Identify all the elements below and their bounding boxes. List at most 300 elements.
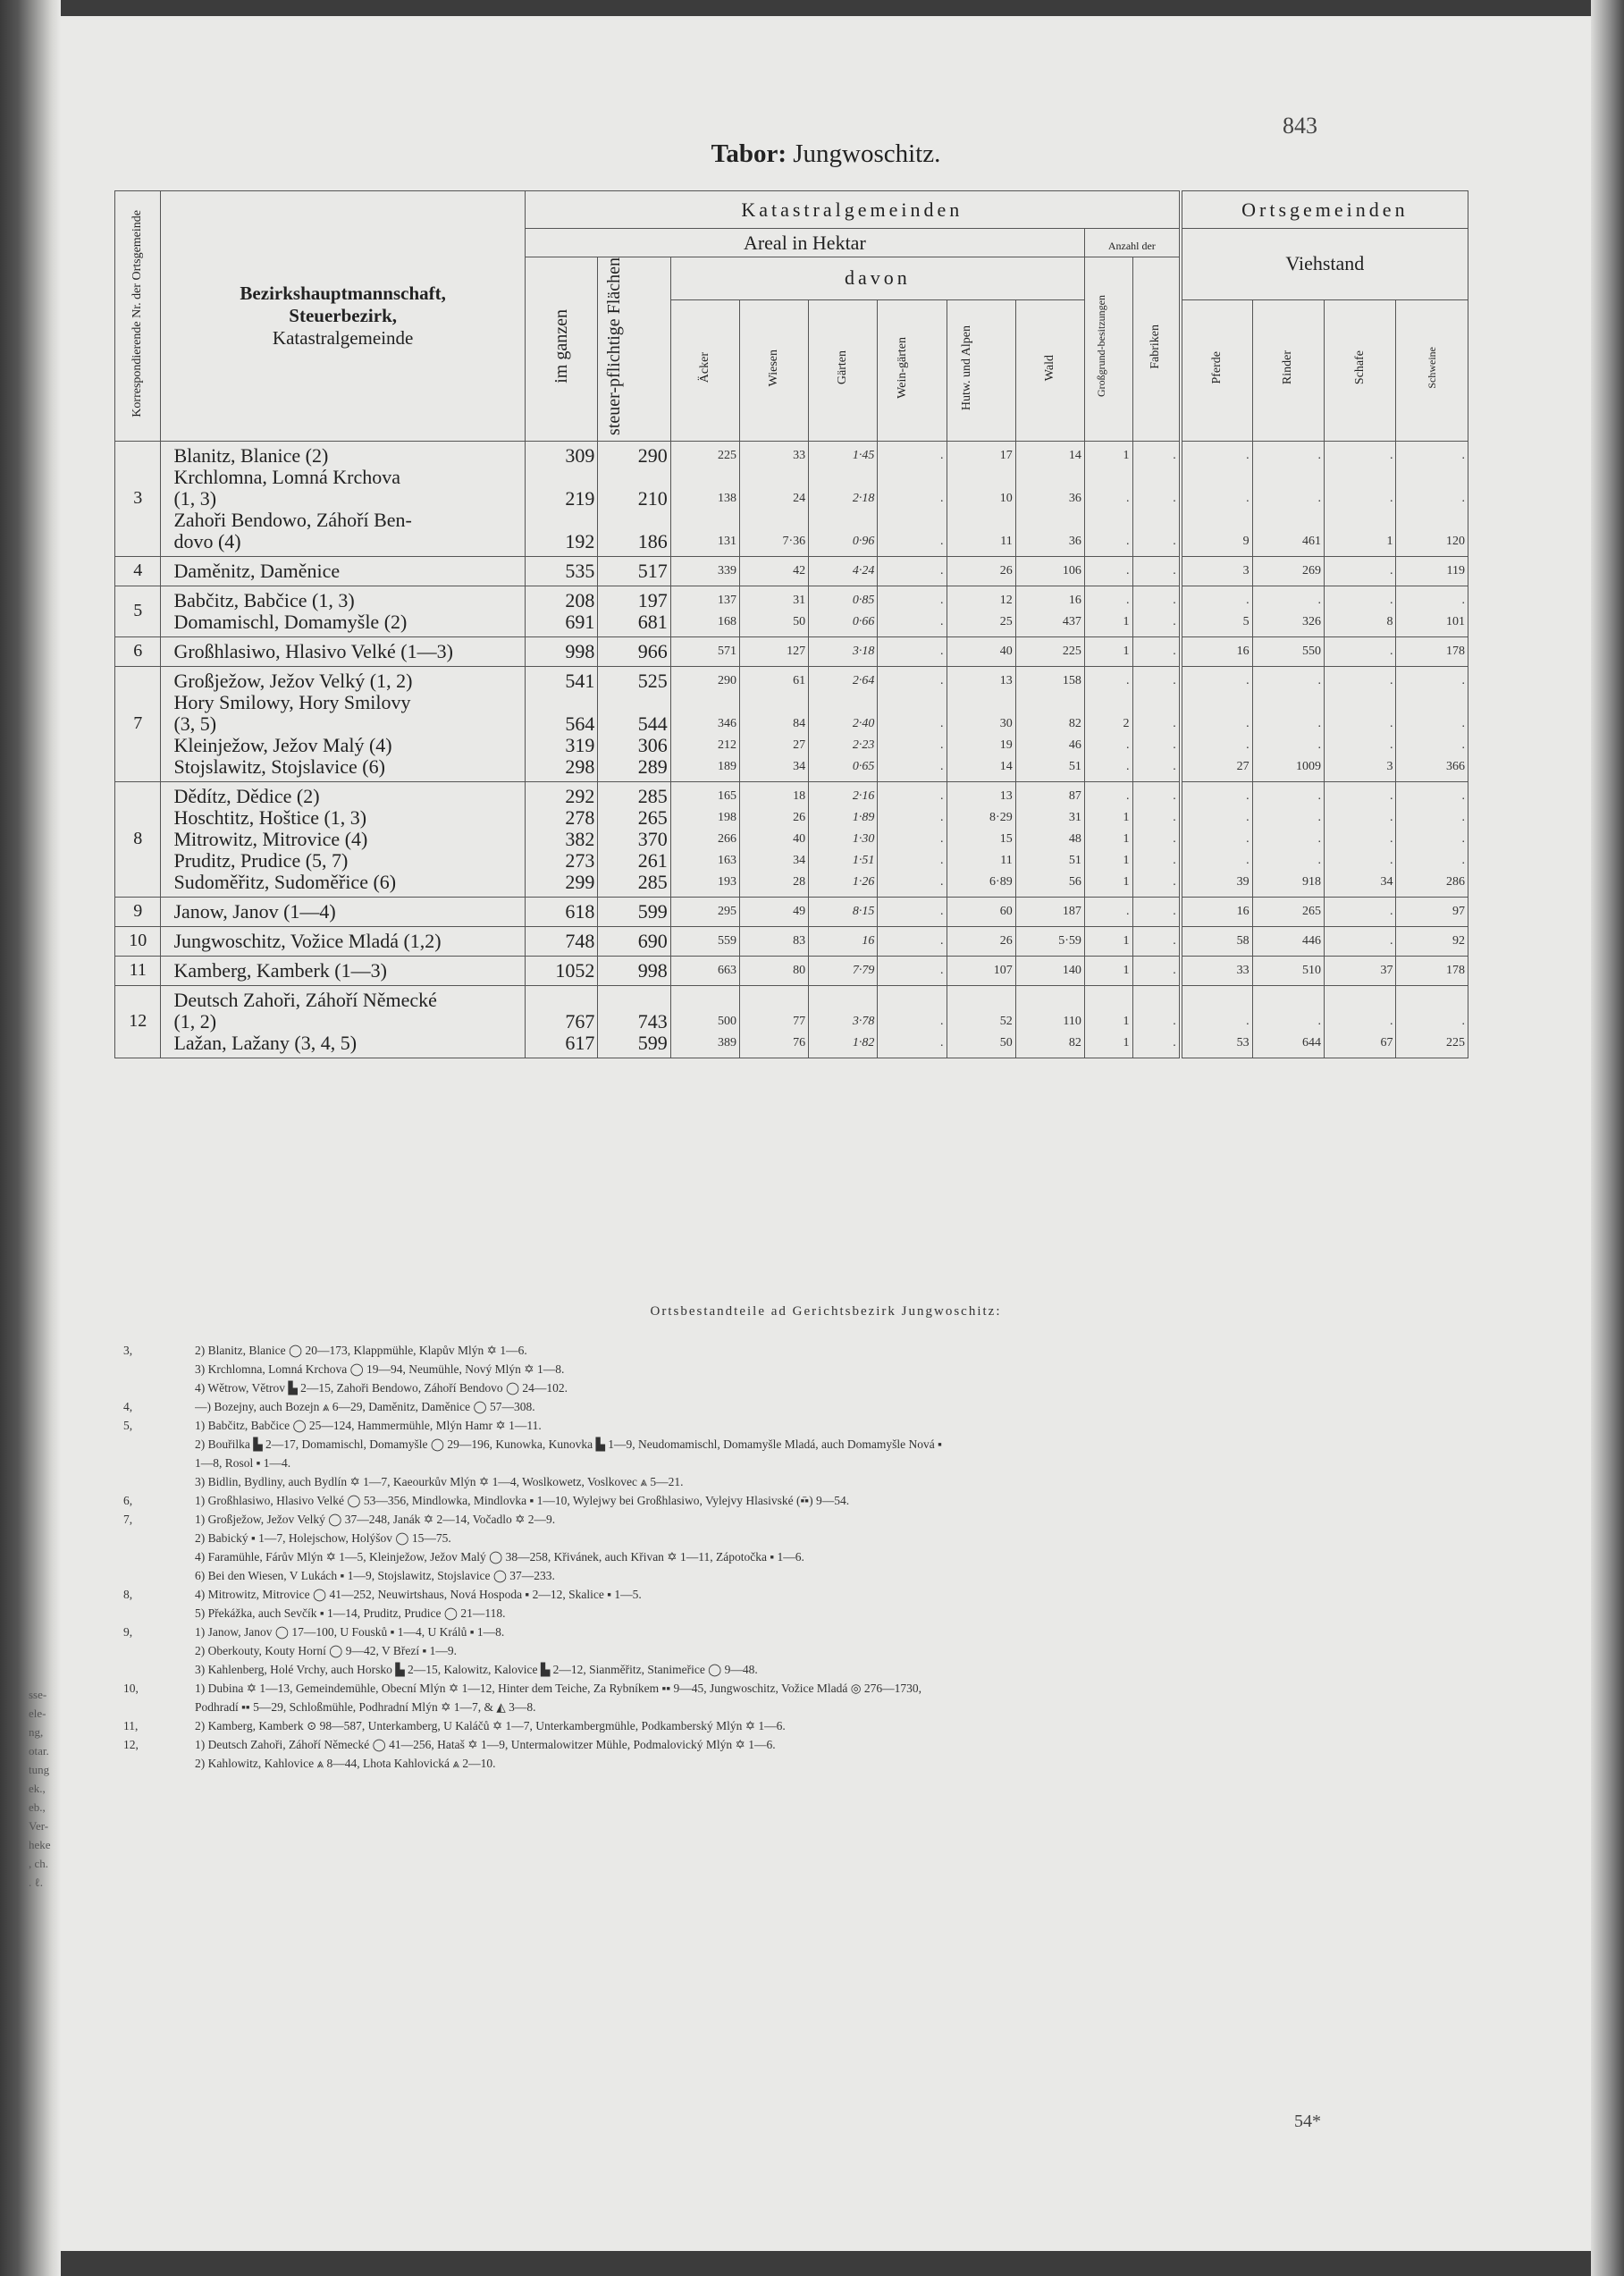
value: 110 — [1063, 1014, 1081, 1028]
value-cell — [878, 636, 947, 666]
value: 1·30 — [852, 831, 875, 846]
value — [1089, 510, 1130, 531]
value: . — [1389, 904, 1393, 918]
table-row — [115, 586, 1468, 636]
value: . — [1317, 448, 1322, 462]
katastral-name-line: dovo (4) — [173, 529, 241, 552]
value — [1186, 692, 1250, 713]
value: 2 — [1123, 716, 1130, 730]
value: 17 — [999, 448, 1013, 462]
value: . — [1389, 563, 1393, 577]
value: 599 — [637, 899, 668, 923]
value: 34 — [793, 759, 806, 773]
value: 178 — [1446, 644, 1465, 658]
value: . — [1126, 788, 1130, 803]
value: 510 — [1302, 963, 1322, 977]
value-cell — [1084, 781, 1132, 897]
value-cell — [1132, 897, 1181, 926]
value-cell — [670, 781, 739, 897]
value: . — [1389, 644, 1393, 658]
value-cell — [947, 781, 1015, 897]
value-cell — [947, 956, 1015, 985]
row-number: 7 — [115, 666, 161, 781]
margin-note: otar. — [29, 1744, 49, 1758]
value-cell — [1084, 441, 1132, 556]
value: 306 — [637, 733, 668, 756]
areal-header: Areal in Hektar — [525, 229, 1084, 257]
value: . — [1246, 593, 1250, 607]
value-cell — [1181, 441, 1252, 556]
value: 389 — [717, 1035, 736, 1049]
value — [744, 990, 805, 1011]
value: 158 — [1062, 673, 1081, 687]
value-cell — [1325, 781, 1396, 897]
value-cell — [739, 586, 808, 636]
value: 140 — [1062, 963, 1081, 977]
value-cell — [878, 781, 947, 897]
value: . — [940, 448, 944, 462]
margin-note — [29, 1892, 64, 1910]
page — [61, 16, 1591, 2251]
value-cell — [739, 441, 808, 556]
note-number: 3, — [123, 1344, 133, 1357]
value: 4·24 — [852, 563, 875, 577]
value-cell — [670, 897, 739, 926]
margin-note: ek., — [29, 1782, 46, 1795]
value: 541 — [565, 669, 595, 692]
value: 82 — [1068, 716, 1081, 730]
value: 767 — [565, 1009, 595, 1033]
value-cell — [1325, 636, 1396, 666]
note-number: 7, — [123, 1513, 133, 1526]
note-text: 2) Kamberg, Kamberk ⊙ 98—587, Unterkamberg, U Kaláčů ✡ 1—7, Unterkambergmühle, Podkamberský Mlýn ✡ 1—6. — [195, 1719, 786, 1732]
value-cell — [809, 781, 878, 897]
value: 2·40 — [852, 716, 875, 730]
value-cell — [947, 556, 1015, 586]
row-number: 4 — [115, 556, 161, 586]
value-cell — [1252, 636, 1324, 666]
value: 535 — [565, 559, 595, 582]
note-number — [123, 1378, 195, 1397]
value-cell — [1396, 666, 1468, 781]
note-line — [123, 1397, 1473, 1416]
value: 437 — [1062, 614, 1081, 628]
col-wiesen: Wiesen — [739, 299, 808, 441]
value: 101 — [1446, 614, 1465, 628]
note-text: 1) Deutsch Zahoři, Záhoří Německé ◯ 41—256, Hataš ✡ 1—9, Untermalowitzer Mühle, Podmalovický Mlýn ✡ 1—6. — [195, 1738, 776, 1751]
note-number — [123, 1641, 195, 1660]
value: . — [1389, 716, 1393, 730]
value — [1020, 510, 1081, 531]
value-cell — [1396, 781, 1468, 897]
footer-title: Ortsbestandteile ad Gerichtsbezirk Jungwoschitz: — [650, 1304, 1002, 1319]
katastral-name-line: Babčitz, Babčice (1, 3) — [173, 588, 355, 611]
note-line — [123, 1472, 1473, 1491]
note-text: 2) Oberkouty, Kouty Horní ◯ 9—42, V Březí ▪ 1—9. — [195, 1644, 457, 1657]
value — [1137, 990, 1176, 1011]
col-hutweiden: Hutw. und Alpen — [947, 299, 1015, 441]
value-cell — [598, 441, 670, 556]
value: 525 — [637, 669, 668, 692]
katastral-names — [161, 781, 525, 897]
value-cell — [1252, 897, 1324, 926]
note-line — [123, 1735, 1473, 1754]
margin-note: ele- — [29, 1707, 46, 1720]
value: 691 — [565, 610, 595, 633]
value-cell — [739, 926, 808, 956]
table-body — [115, 441, 1468, 1058]
value-cell — [947, 586, 1015, 636]
value-cell — [1252, 556, 1324, 586]
value: 295 — [717, 904, 736, 918]
value-cell — [1015, 956, 1084, 985]
value-cell — [1181, 897, 1252, 926]
value-cell — [1132, 926, 1181, 956]
value: 37 — [1380, 963, 1393, 977]
value: 326 — [1302, 614, 1322, 628]
note-text: 4) Wětrow, Větrov ▙ 2—15, Zahoři Bendowo, Záhoří Bendovo ◯ 24—102. — [195, 1381, 568, 1395]
value: . — [1246, 448, 1250, 462]
value: 1·45 — [852, 448, 875, 462]
value-cell — [525, 956, 597, 985]
value-cell — [525, 556, 597, 586]
value: . — [1173, 810, 1176, 824]
value: . — [1461, 788, 1465, 803]
ortsgemeinden-header: Ortsgemeinden — [1181, 191, 1468, 229]
value: . — [1126, 563, 1130, 577]
value: 51 — [1068, 853, 1081, 867]
value: 0·65 — [852, 759, 875, 773]
katastral-name-line: Hory Smilowy, Hory Smilovy — [173, 690, 411, 713]
value — [812, 510, 874, 531]
value-cell — [1325, 441, 1396, 556]
value: 1 — [1123, 831, 1130, 846]
value-cell — [878, 926, 947, 956]
value: 197 — [637, 588, 668, 611]
value: 84 — [793, 716, 806, 730]
note-number — [123, 1360, 195, 1378]
value-cell — [739, 985, 808, 1058]
katastral-names — [161, 926, 525, 956]
note-number — [123, 1604, 195, 1623]
value: 36 — [1068, 534, 1081, 548]
value: 273 — [565, 848, 595, 872]
value: 1052 — [555, 958, 595, 982]
value — [744, 692, 805, 713]
col-weingaerten: Wein-gärten — [878, 299, 947, 441]
value — [881, 990, 943, 1011]
value — [1020, 990, 1081, 1011]
value-cell — [809, 897, 878, 926]
value: . — [1317, 593, 1322, 607]
table-row — [115, 897, 1468, 926]
col-schafe: Schafe — [1325, 299, 1396, 441]
note-line — [123, 1454, 1473, 1472]
note-text: 1) Janow, Janov ◯ 17—100, U Fousků ▪ 1—4, U Králů ▪ 1—8. — [195, 1625, 505, 1639]
value: . — [1389, 810, 1393, 824]
katastral-name-line: Zahoři Bendowo, Záhoří Ben- — [173, 508, 412, 531]
note-text: 3) Kahlenberg, Holé Vrchy, auch Horsko ▙ 2—15, Kalowitz, Kalovice ▙ 2—12, Sianměřitz, Stanimeřice ◯ 9—48. — [195, 1663, 758, 1676]
value: . — [940, 673, 944, 687]
value-cell — [809, 985, 878, 1058]
value-cell — [1015, 666, 1084, 781]
note-line — [123, 1378, 1473, 1397]
note-text: 2) Blanitz, Blanice ◯ 20—173, Klappmühle, Klapův Mlýn ✡ 1—6. — [195, 1344, 527, 1357]
value-cell — [1252, 441, 1324, 556]
value-cell — [525, 636, 597, 666]
value: 690 — [637, 929, 668, 952]
value-cell — [1084, 636, 1132, 666]
value: 7·36 — [782, 534, 806, 548]
value: . — [940, 874, 944, 889]
value-cell — [1084, 985, 1132, 1058]
value: . — [1461, 831, 1465, 846]
value — [529, 510, 594, 531]
value: 2·18 — [852, 491, 875, 505]
page-number: 843 — [1283, 113, 1317, 139]
value: . — [940, 853, 944, 867]
value-cell — [1132, 956, 1181, 985]
note-text: 3) Krchlomna, Lomná Krchova ◯ 19—94, Neumühle, Nový Mlýn ✡ 1—8. — [195, 1362, 565, 1376]
value: . — [1461, 1014, 1465, 1028]
note-text: —) Bozejny, auch Bozejn ⩓ 6—29, Daměnitz, Daměnice ◯ 57—308. — [195, 1400, 535, 1413]
value — [1020, 467, 1081, 488]
page-title — [61, 139, 1591, 169]
value-cell — [1325, 666, 1396, 781]
value: 33 — [1236, 963, 1250, 977]
note-number — [123, 1472, 195, 1491]
value-cell — [1396, 926, 1468, 956]
value: . — [1461, 448, 1465, 462]
district-header: Bezirkshauptmannschaft, Steuerbezirk, Katastralgemeinde — [161, 191, 525, 442]
value: 289 — [637, 754, 668, 778]
value — [1020, 692, 1081, 713]
value: 3 — [1242, 563, 1250, 577]
value-cell — [1252, 926, 1324, 956]
value — [744, 510, 805, 531]
value-cell — [947, 926, 1015, 956]
value-cell — [1325, 897, 1396, 926]
value: 1 — [1123, 1014, 1130, 1028]
value: . — [1389, 673, 1393, 687]
note-line — [123, 1641, 1473, 1660]
value: 1·51 — [852, 853, 875, 867]
value — [602, 692, 667, 713]
viehstand-header: Viehstand — [1181, 229, 1468, 300]
value-cell — [1084, 556, 1132, 586]
value: . — [1461, 716, 1465, 730]
value-cell — [1396, 897, 1468, 926]
note-line — [123, 1341, 1473, 1360]
katastral-name-line: Hoschtitz, Hoštice (1, 3) — [173, 805, 367, 829]
note-text: 1) Babčitz, Babčice ◯ 25—124, Hammermühle, Mlýn Hamr ✡ 1—11. — [195, 1419, 542, 1432]
note-number — [123, 1529, 195, 1547]
value: 97 — [1452, 904, 1465, 918]
row-number: 3 — [115, 441, 161, 556]
value: 40 — [999, 644, 1013, 658]
value: 319 — [565, 733, 595, 756]
value: 192 — [565, 529, 595, 552]
katastral-name-line: Lažan, Lažany (3, 4, 5) — [173, 1031, 358, 1054]
katastral-name-line: Janow, Janov (1—4) — [173, 899, 336, 923]
note-number: 12, — [123, 1738, 139, 1751]
value: 138 — [717, 491, 736, 505]
row-number: 6 — [115, 636, 161, 666]
value: . — [1173, 563, 1176, 577]
value: 346 — [717, 716, 736, 730]
katastral-name-line: Sudoměřitz, Sudoměřice (6) — [173, 870, 397, 893]
value: . — [1389, 738, 1393, 752]
note-line — [123, 1491, 1473, 1510]
value: . — [1246, 491, 1250, 505]
value: 82 — [1068, 1035, 1081, 1049]
note-line — [123, 1510, 1473, 1529]
anzahl-header: Anzahl der — [1084, 229, 1180, 257]
value: . — [1389, 831, 1393, 846]
margin-note: ng, — [29, 1725, 44, 1739]
value: 644 — [1302, 1035, 1322, 1049]
value: 382 — [565, 827, 595, 850]
value: 266 — [717, 831, 736, 846]
katastral-names — [161, 556, 525, 586]
value: 46 — [1068, 738, 1081, 752]
value: . — [1173, 1035, 1176, 1049]
value-cell — [1084, 666, 1132, 781]
note-line — [123, 1716, 1473, 1735]
katastral-names — [161, 666, 525, 781]
table-row — [115, 985, 1468, 1058]
value-cell — [947, 441, 1015, 556]
value-cell — [1084, 926, 1132, 956]
note-text: 3) Bidlin, Bydliny, auch Bydlín ✡ 1—7, Kaeourkův Mlýn ✡ 1—4, Woslkowetz, Voslkovec ⩓ 5—21. — [195, 1475, 684, 1488]
value: 120 — [1446, 534, 1465, 548]
value — [529, 467, 594, 488]
value — [675, 510, 736, 531]
value-cell — [598, 556, 670, 586]
value: 27 — [1236, 759, 1250, 773]
value-cell — [809, 556, 878, 586]
value: 33 — [793, 448, 806, 462]
margin-note: eb., — [29, 1800, 46, 1814]
value: 998 — [637, 958, 668, 982]
value: 19 — [999, 738, 1013, 752]
value-cell — [670, 556, 739, 586]
value: . — [940, 1014, 944, 1028]
value: . — [1317, 831, 1322, 846]
value-cell — [1132, 985, 1181, 1058]
value: 106 — [1062, 563, 1081, 577]
value: 34 — [793, 853, 806, 867]
value: 225 — [717, 448, 736, 462]
note-line — [123, 1585, 1473, 1604]
katastral-name-line: Domamischl, Domamyšle (2) — [173, 610, 408, 633]
value: . — [940, 759, 944, 773]
value-cell — [1015, 636, 1084, 666]
value: 12 — [999, 593, 1013, 607]
value — [1328, 692, 1393, 713]
note-text: 4) Faramühle, Fárův Mlýn ✡ 1—5, Kleinježow, Ježov Malý ◯ 38—258, Křivánek, auch Křivan ✡ 1—11, Zápotočka ▪ 1—6. — [195, 1550, 804, 1564]
value — [812, 990, 874, 1011]
value-cell — [947, 636, 1015, 666]
value: 3·18 — [852, 644, 875, 658]
value: 5 — [1242, 614, 1250, 628]
katastral-name-line: Großhlasiwo, Hlasivo Velké (1—3) — [173, 639, 453, 662]
value-cell — [598, 897, 670, 926]
value: 1 — [1123, 853, 1130, 867]
value: 265 — [637, 805, 668, 829]
value: 544 — [637, 712, 668, 735]
value: 2·23 — [852, 738, 875, 752]
value-cell — [1181, 666, 1252, 781]
value — [1186, 467, 1250, 488]
value: . — [940, 904, 944, 918]
value-cell — [1181, 636, 1252, 666]
value: 168 — [717, 614, 736, 628]
value: . — [1317, 853, 1322, 867]
value: 30 — [999, 716, 1013, 730]
value-cell — [525, 985, 597, 1058]
value-cell — [670, 926, 739, 956]
row-number: 11 — [115, 956, 161, 985]
value-cell — [1181, 556, 1252, 586]
signature-mark: 54* — [1294, 2112, 1321, 2131]
value: 11 — [1000, 853, 1013, 867]
value-cell — [878, 956, 947, 985]
value-cell — [809, 586, 878, 636]
value — [1328, 467, 1393, 488]
note-text: 2) Babický ▪ 1—7, Holejschow, Holýšov ◯ 15—75. — [195, 1531, 451, 1545]
margin-note: , ch. — [29, 1857, 49, 1870]
col-schweine: Schweine — [1396, 299, 1468, 441]
value-cell — [1252, 985, 1324, 1058]
katastral-name-line: Dědítz, Dědice (2) — [173, 784, 320, 807]
value-cell — [1181, 985, 1252, 1058]
col-wald: Wald — [1015, 299, 1084, 441]
value: 53 — [1236, 1035, 1250, 1049]
value: . — [1126, 673, 1130, 687]
value: . — [1317, 1014, 1322, 1028]
value-cell — [1396, 586, 1468, 636]
value: . — [940, 738, 944, 752]
value-cell — [1084, 956, 1132, 985]
value: . — [1126, 593, 1130, 607]
value — [1137, 692, 1176, 713]
value: 1009 — [1296, 759, 1322, 773]
value-cell — [947, 666, 1015, 781]
value-cell — [809, 926, 878, 956]
value: . — [1126, 534, 1130, 548]
value: 186 — [637, 529, 668, 552]
value: 1 — [1123, 614, 1130, 628]
value: 1 — [1123, 1035, 1130, 1049]
value: 50 — [793, 614, 806, 628]
katastral-names — [161, 586, 525, 636]
value: . — [1389, 593, 1393, 607]
note-line — [123, 1529, 1473, 1547]
value: 663 — [717, 963, 736, 977]
value: 212 — [717, 738, 736, 752]
value: . — [1389, 491, 1393, 505]
value: . — [1173, 716, 1176, 730]
note-number: 5, — [123, 1419, 133, 1432]
value: . — [1173, 673, 1176, 687]
table-row — [115, 441, 1468, 556]
note-line — [123, 1623, 1473, 1641]
value — [675, 990, 736, 1011]
katastral-name-line: Mitrowitz, Mitrovice (4) — [173, 827, 368, 850]
value: 681 — [637, 610, 668, 633]
value: . — [940, 644, 944, 658]
